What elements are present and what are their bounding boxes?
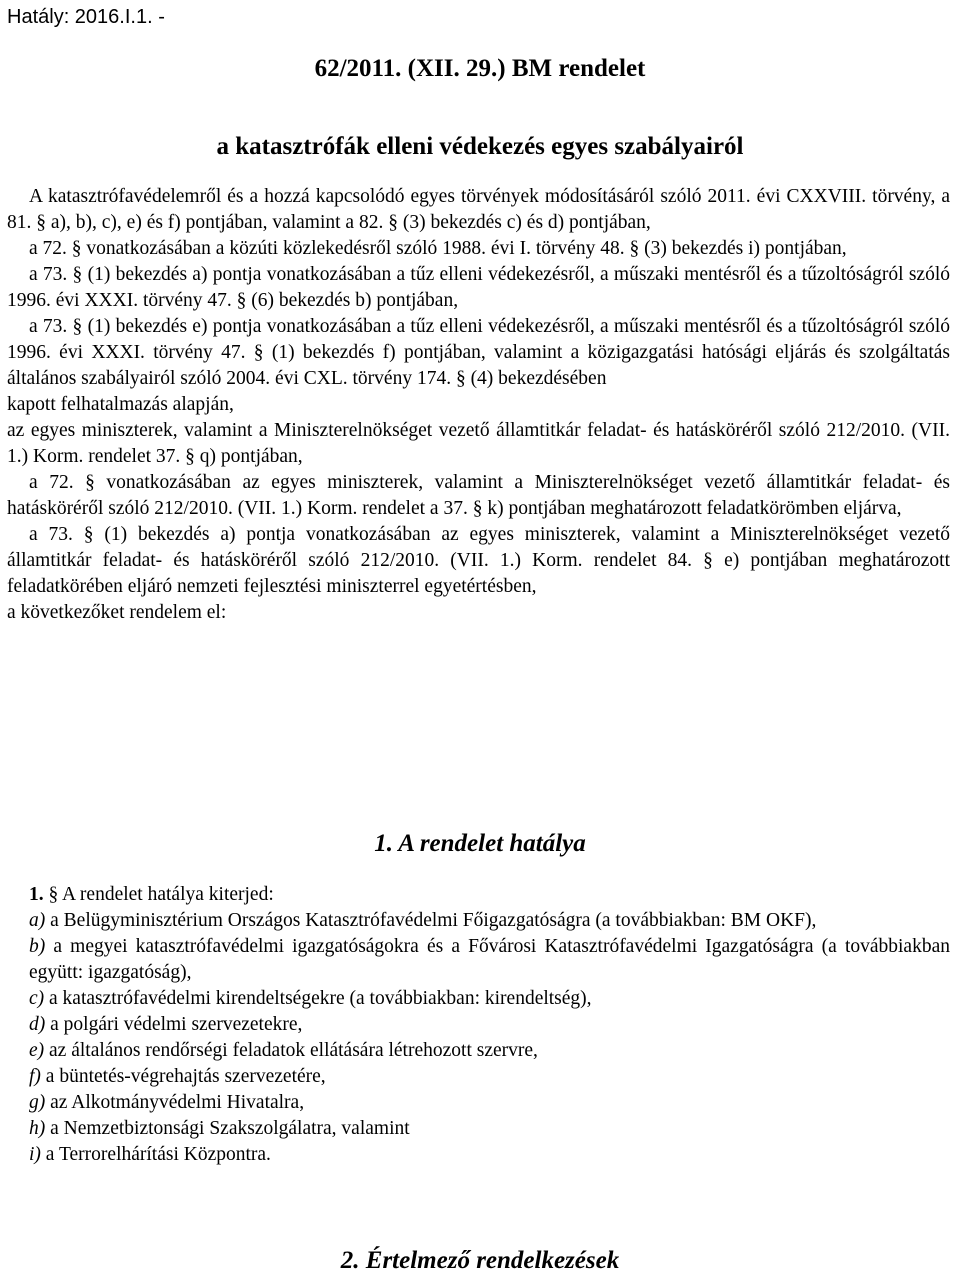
preamble-paragraph: a 73. § (1) bekezdés a) pontja vonatkozásában a tűz elleni védekezésről, a műszaki mentésről és a tűzoltóságról szóló 1996. évi XXXI. törvény 47. § (6) bekezdés b) pontjában, [7,264,950,311]
list-item-letter: i) [29,1144,41,1165]
list-item [7,908,950,934]
preamble-paragraph: A katasztrófavédelemről és a hozzá kapcsolódó egyes törvények módosításáról szóló 2011. évi CXXVIII. törvény, a 81. § a), b), c), e) és f) pontjában, valamint a 82. § (3) bekezdés c) és d) pontjában, [7,186,950,233]
list-item-letter: e) [29,1040,45,1061]
list-item-text: a Terrorelhárítási Központra. [45,1144,271,1165]
preamble-paragraph: az egyes miniszterek, valamint a Miniszterelnökséget vezető államtitkár feladat- és hatásköréről szóló 212/2010. (VII. 1.) Korm. rendelet 37. § q) pontjában, [7,420,950,467]
preamble-paragraph: a 72. § vonatkozásában a közúti közlekedésről szóló 1988. évi I. törvény 48. § (3) bekezdés i) pontjában, [29,238,847,259]
preamble-closing: a következőket rendelem el: [7,602,227,623]
list-item [7,986,950,1012]
list-item-text: a megyei katasztrófavédelmi igazgatóságokra és a Fővárosi Katasztrófavédelmi Igazgatóságra (a továbbiakban együtt: igazgatóság), [29,936,950,983]
paragraph-text: § A rendelet hatálya kiterjed: [48,884,274,905]
preamble-paragraph: a 73. § (1) bekezdés a) pontja vonatkozásában az egyes miniszterek, valamint a Miniszterelnökséget vezető államtitkár feladat- és hatásköréről szóló 212/2010. (VII. 1.) Korm. rendelet 84. § e) pontjában meghatározott feladatkörében eljáró nemzeti fejlesztési miniszterrel egyetértésben, [7,524,950,597]
list-item-letter: g) [29,1092,46,1113]
list-item-letter: b) [29,936,46,957]
scope-item-list [7,908,950,1168]
list-item-letter: d) [29,1014,46,1035]
preamble [7,184,950,626]
effective-date-line: Hatály: 2016.I.1. - [7,6,165,28]
paragraph-number: 1. [29,884,44,905]
section-heading-definitions: 2. Értelmező rendelkezések [340,1247,620,1274]
list-item [7,1142,950,1168]
list-item-text: a Belügyminisztérium Országos Katasztrófavédelmi Főigazgatóságra (a továbbiakban: BM OKF), [50,910,817,931]
decree-number-title: 62/2011. (XII. 29.) BM rendelet [314,55,646,82]
list-item [7,1064,950,1090]
list-item-text: a katasztrófavédelmi kirendeltségekre (a továbbiakban: kirendeltség), [49,988,592,1009]
section-body-scope [7,882,950,1168]
list-item-text: az általános rendőrségi feladatok ellátására létrehozott szervre, [49,1040,538,1061]
list-item-text: az Alkotmányvédelmi Hivatalra, [50,1092,305,1113]
list-item-letter: h) [29,1118,46,1139]
list-item-letter: f) [29,1066,41,1087]
list-item-letter: c) [29,988,45,1009]
list-item [7,1012,950,1038]
list-item-letter: a) [29,910,46,931]
preamble-paragraph: a 73. § (1) bekezdés e) pontja vonatkozásában a tűz elleni védekezésről, a műszaki mentésről és a tűzoltóságról szóló 1996. évi XXXI. törvény 47. § (1) bekezdés f) pontjában, valamint a közigazgatási hatósági eljárás és szolgáltatás általános szabályairól szóló 2004. évi CXL. törvény 174. § (4) bekezdésében [7,316,950,389]
list-item [7,1038,950,1064]
preamble-paragraph: kapott felhatalmazás alapján, [7,394,234,415]
list-item [7,1116,950,1142]
list-item [7,1090,950,1116]
list-item-text: a büntetés-végrehajtás szervezetére, [45,1066,326,1087]
list-item [7,934,950,986]
section-heading-scope: 1. A rendelet hatálya [374,830,586,857]
preamble-paragraph: a 72. § vonatkozásában az egyes miniszterek, valamint a Miniszterelnökséget vezető államtitkár feladat- és hatásköréről szóló 212/2010. (VII. 1.) Korm. rendelet a 37. § k) pontjában meghatározott feladatkörömben eljárva, [7,472,950,519]
paragraph-1 [7,882,950,908]
list-item-text: a Nemzetbiztonsági Szakszolgálatra, valamint [50,1118,410,1139]
decree-subject-title: a katasztrófák elleni védekezés egyes szabályairól [216,133,744,160]
list-item-text: a polgári védelmi szervezetekre, [50,1014,303,1035]
